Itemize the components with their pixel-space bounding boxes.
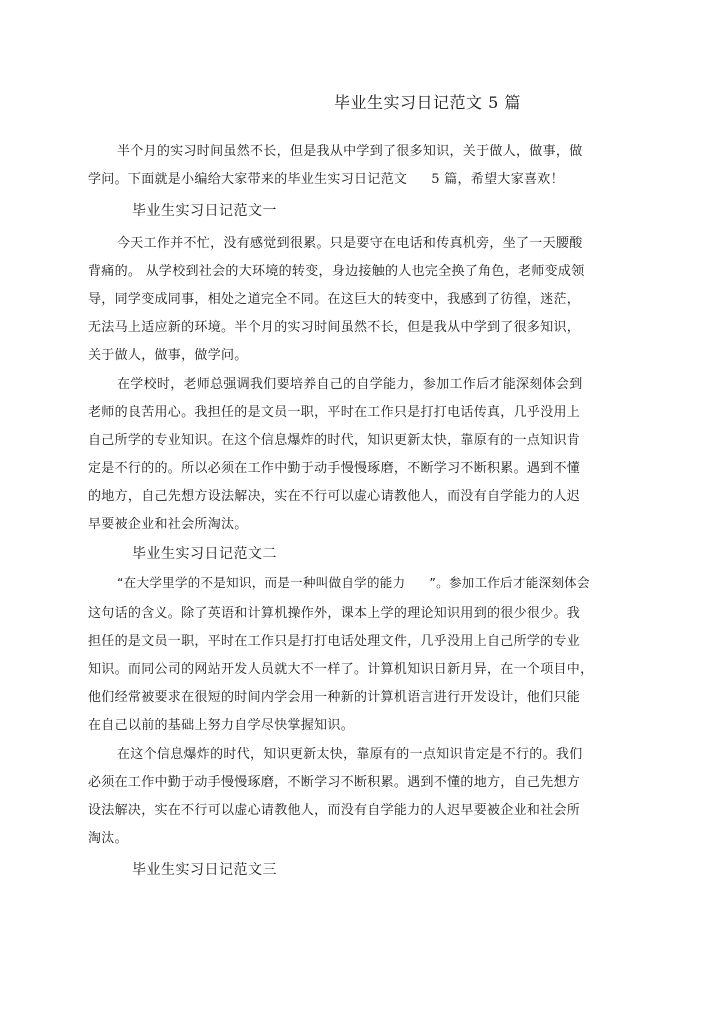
s1-p1-line-2: 背痛的。 从学校到社会的大环境的转变，身边接触的人也完全换了角色，老师变成领	[88, 264, 585, 279]
intro-line-2-part-a: 学问。下面就是小编给大家带来的毕业生实习日记范文	[88, 172, 408, 187]
s1-p2-line-4: 定是不行的的。所以必须在工作中勤于动手慢慢琢磨，不断学习不断积累。遇到不懂	[88, 461, 581, 476]
s1-p1-line-3: 导，同学变成同事，相处之道完全不同。在这巨大的转变中，我感到了彷徨，迷茫，	[88, 292, 581, 307]
s1-p1-line-4: 无法马上适应新的环境。半个月的实习时间虽然不长，但是我从中学到了很多知识，	[88, 320, 581, 335]
section-2-heading: 毕业生实习日记范文二	[132, 546, 277, 562]
s2-p1-line-2: 担任的是文员一职，平时在工作只是打打电话处理文件，几乎没用上自己所学的专业	[88, 634, 581, 649]
s1-p2-line-2: 老师的良苦用心。我担任的是文员一职，平时在工作只是打打电话传真，几乎没用上	[88, 405, 581, 420]
s2-quote-line	[117, 573, 590, 591]
s1-p2-line-6: 早要被企业和社会所淘汰。	[88, 517, 248, 532]
s2-p2-line-3: 设法解决，实在不行可以虚心请教他人，而没有自学能力的人迟早要被企业和社会所	[88, 803, 581, 818]
intro-line-2	[88, 168, 564, 187]
s2-p1-line-3: 知识。而同公司的网站开发人员就大不一样了。计算机知识日新月异，在一个项目中，	[88, 662, 594, 677]
section-1-heading: 毕业生实习日记范文一	[132, 203, 277, 219]
s2-p2-line-1: 在这个信息爆炸的时代，知识更新太快，靠原有的一点知识肯定是不行的。我们	[117, 747, 583, 762]
s2-p2-line-2: 必须在工作中勤于动手慢慢琢磨，不断学习不断积累。遇到不懂的地方，自己先想方	[88, 775, 581, 790]
s2-quote-part-b: ”。参加工作后才能深刻体会	[429, 575, 590, 590]
s1-p1-line-1: 今天工作并不忙，没有感觉到很累。只是要守在电话和传真机旁，坐了一天腰酸	[117, 236, 583, 251]
s1-p1-line-5: 关于做人，做事，做学问。	[88, 348, 248, 363]
s1-p2-line-1: 在学校时，老师总强调我们要培养自己的自学能力，参加工作后才能深刻体会到	[117, 377, 583, 392]
intro-line-1: 半个月的实习时间虽然不长，但是我从中学到了很多知识，关于做人，做事，做	[117, 144, 583, 159]
s2-p1-line-1: 这句话的含义。除了英语和计算机操作外，课本上学的理论知识用到的很少很少。我	[88, 606, 581, 621]
s2-p1-line-4: 他们经常被要求在很短的时间内学会用一种新的计算机语言进行开发设计，他们只能	[88, 690, 581, 705]
s1-p2-line-5: 的地方，自己先想方设法解决，实在不行可以虚心请教他人，而没有自学能力的人迟	[88, 489, 581, 504]
s2-p2-line-4: 淘汰。	[88, 831, 128, 846]
intro-line-2-part-b: 5 篇，希望大家喜欢！	[431, 172, 564, 187]
section-3-heading: 毕业生实习日记范文三	[132, 862, 277, 878]
document-title: 毕业生实习日记范文 5 篇	[334, 93, 521, 112]
s1-p2-line-3: 自己所学的专业知识。在这个信息爆炸的时代，知识更新太快，靠原有的一点知识肯	[88, 433, 581, 448]
s2-quote-part-a: “在大学里学的不是知识，而是一种叫做自学的能力	[117, 575, 406, 590]
s2-p1-line-5: 在自己以前的基础上努力自学尽快掌握知识。	[88, 718, 355, 733]
